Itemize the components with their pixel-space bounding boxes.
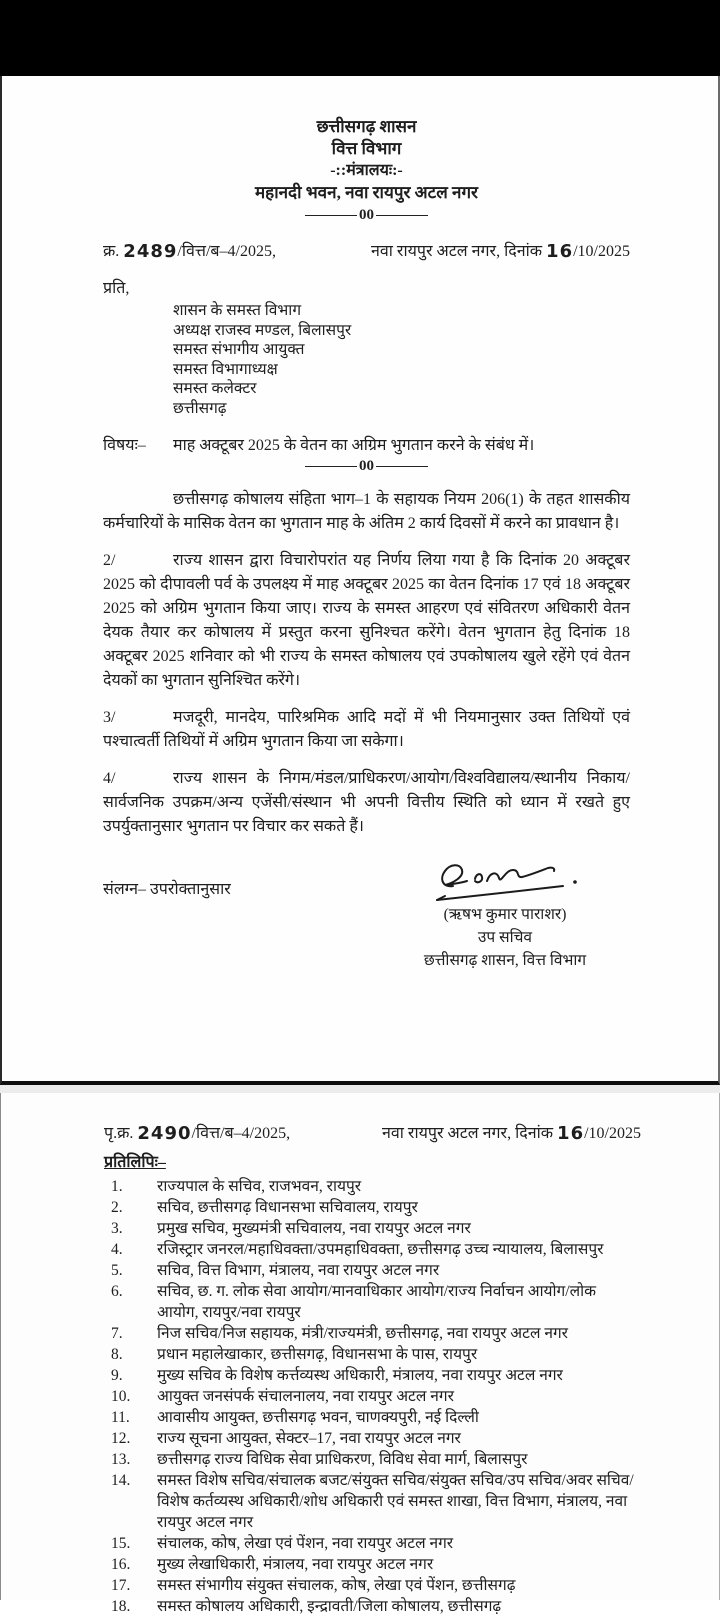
- subject-text: माह अक्टूबर 2025 के वेतन का अग्रिम भुगतान करने के संबंध में।: [173, 437, 535, 454]
- recipient-list: [173, 301, 630, 418]
- copy-item-number: 10.: [111, 1388, 131, 1405]
- copy-item-text: आयुक्त जनसंपर्क संचालनालय, नवा रायपुर अटल नगर: [157, 1388, 454, 1405]
- copy-item-text: समस्त कोषालय अधिकारी, इन्द्रावती/जिला कोषालय, छत्तीसगढ़: [157, 1598, 502, 1615]
- endorsement-reference-line: [104, 1121, 641, 1144]
- copy-item-number: 1.: [111, 1178, 123, 1195]
- copy-item-text: आवासीय आयुक्त, छत्तीसगढ़ भवन, चाणक्यपुरी, नई दिल्ली: [157, 1409, 479, 1426]
- copy-item-text: रजिस्ट्रार जनरल/महाधिवक्ता/उपमहाधिवक्ता, छत्तीसगढ़ उच्च न्यायालय, बिलासपुर: [157, 1241, 604, 1258]
- recipient-item: शासन के समस्त विभाग: [173, 302, 302, 319]
- copy-item-text: राज्यपाल के सचिव, राजभवन, रायपुर: [157, 1178, 362, 1195]
- to-label: प्रति,: [103, 280, 130, 297]
- copy-recipient-item: [111, 1281, 641, 1323]
- divider-rule: [305, 215, 357, 216]
- copy-recipient-item: [111, 1386, 641, 1407]
- letterhead: [103, 116, 630, 204]
- copy-recipient-item: [111, 1344, 641, 1365]
- copy-recipient-item: [111, 1554, 641, 1575]
- copy-recipient-item: [111, 1407, 641, 1428]
- body-paragraph: [103, 706, 630, 754]
- divider-rule: [376, 466, 428, 467]
- divider-rule: [376, 215, 428, 216]
- copy-item-number: 8.: [111, 1346, 123, 1363]
- letterhead-government: छत्तीसगढ़ शासन: [316, 117, 417, 136]
- copy-item-number: 14.: [111, 1472, 131, 1489]
- endorsement-date-day-handwritten: 16: [557, 1123, 585, 1144]
- scanned-page-2: [0, 1093, 720, 1615]
- signatory-office: छत्तीसगढ़ शासन, वित्त विभाग: [423, 952, 587, 969]
- divider-rule: [305, 466, 357, 467]
- reference-line: [103, 239, 630, 262]
- subject-label: विषयः–: [103, 437, 146, 454]
- copy-recipient-item: [111, 1218, 641, 1239]
- paragraph-number: 2/: [103, 552, 116, 569]
- place-and-date: नवा रायपुर अटल नगर, दिनांक 16/10/2025: [371, 241, 630, 262]
- copy-recipient-item: [111, 1470, 641, 1533]
- copy-item-text: छत्तीसगढ़ राज्य विधिक सेवा प्राधिकरण, विविध सेवा मार्ग, बिलासपुर: [157, 1451, 528, 1468]
- subject-divider: [103, 458, 630, 475]
- letterhead-ministry: -::मंत्रालयः:-: [330, 162, 403, 179]
- copy-item-number: 16.: [111, 1556, 131, 1573]
- copy-item-text: प्रमुख सचिव, मुख्यमंत्री सचिवालय, नवा रायपुर अटल नगर: [157, 1220, 471, 1237]
- copy-item-text: सचिव, छ. ग. लोक सेवा आयोग/मानवाधिकार आयोग/राज्य निर्वाचन आयोग/लोक आयोग, रायपुर/नवा रायपुर: [157, 1283, 597, 1321]
- copy-item-number: 4.: [111, 1241, 123, 1258]
- divider-text: 00: [359, 207, 374, 223]
- closing-row: [103, 855, 630, 972]
- enclosure-note: संलग्न– उपरोक्तानुसार: [103, 881, 231, 898]
- copy-recipient-item: [111, 1323, 641, 1344]
- copy-item-text: समस्त विशेष सचिव/संचालक बजट/संयुक्त सचिव/संयुक्त सचिव/उप सचिव/अवर सचिव/विशेष कर्तव्यस्थ अधिकारी/शोध अधिकारी एवं समस्त शाखा, वित्त विभाग, मंत्रालय, नवा रायपुर अटल नगर: [157, 1472, 634, 1531]
- copy-recipient-item: [111, 1197, 641, 1218]
- endorsement-number: पृ.क्र. 2490/वित्त/ब–4/2025,: [104, 1123, 291, 1144]
- paragraph-text: राज्य शासन के निगम/मंडल/प्राधिकरण/आयोग/विश्वविद्यालय/स्थानीय निकाय/सार्वजनिक उपक्रम/अन्य एजेंसी/संस्थान भी अपनी वित्तीय स्थिति को ध्यान में रखते हुए उपर्युक्तानुसार भुगतान पर विचार कर सकते हैं।: [103, 770, 630, 835]
- divider-text: 00: [359, 458, 374, 474]
- copy-to-label: प्रतिलिपिः–: [104, 1154, 166, 1171]
- recipient-item: समस्त विभागाध्यक्ष: [173, 360, 278, 378]
- copy-item-number: 3.: [111, 1220, 123, 1237]
- copy-item-text: राज्य सूचना आयुक्त, सेक्टर–17, नवा रायपुर अटल नगर: [157, 1430, 461, 1447]
- endorsement-number-handwritten: 2490: [137, 1123, 192, 1144]
- body-paragraph: [103, 767, 630, 839]
- copy-item-text: समस्त संभागीय संयुक्त संचालक, कोष, लेखा एवं पेंशन, छत्तीसगढ़: [157, 1577, 516, 1594]
- copy-item-number: 9.: [111, 1367, 123, 1384]
- paragraph-number: 4/: [103, 770, 116, 787]
- letterhead-department: वित्त विभाग: [331, 139, 402, 158]
- letter-number-handwritten: 2489: [123, 241, 178, 262]
- copy-item-number: 12.: [111, 1430, 131, 1447]
- scanned-page-1: [0, 76, 720, 1085]
- endorsement-place-and-date: नवा रायपुर अटल नगर, दिनांक 16/10/2025: [382, 1123, 641, 1144]
- copy-recipient-item: [111, 1260, 641, 1281]
- copy-item-number: 13.: [111, 1451, 131, 1468]
- recipient-item: समस्त संभागीय आयुक्त: [173, 341, 305, 358]
- copy-recipient-item: [111, 1533, 641, 1554]
- body-paragraph: [103, 549, 630, 693]
- copy-item-number: 11.: [111, 1409, 130, 1426]
- copy-recipient-list: [111, 1176, 641, 1617]
- copy-recipient-item: [111, 1575, 641, 1596]
- copy-item-text: सचिव, वित्त विभाग, मंत्रालय, नवा रायपुर अटल नगर: [157, 1262, 440, 1279]
- copy-item-text: प्रधान महालेखाकार, छत्तीसगढ़, विधानसभा के पास, रायपुर: [157, 1346, 478, 1363]
- letterhead-address: महानदी भवन, नवा रायपुर अटल नगर: [255, 183, 478, 202]
- letter-body: [103, 488, 630, 839]
- copy-item-number: 15.: [111, 1535, 131, 1552]
- top-black-bar: [0, 0, 720, 76]
- signature-block: [380, 855, 630, 972]
- handwritten-signature: [425, 855, 585, 907]
- signatory-designation: उप सचिव: [477, 929, 533, 946]
- copy-recipient-item: [111, 1449, 641, 1470]
- paragraph-number: 3/: [103, 709, 116, 726]
- recipient-item: अध्यक्ष राजस्व मण्डल, बिलासपुर: [173, 321, 352, 339]
- header-divider: [103, 207, 630, 224]
- letter-number: क्र. 2489/वित्त/ब–4/2025,: [103, 241, 276, 262]
- signatory-name: (ऋषभ कुमार पाराशर): [443, 906, 567, 923]
- paragraph-text: राज्य शासन द्वारा विचारोपरांत यह निर्णय लिया गया है कि दिनांक 20 अक्टूबर 2025 को दीपावली पर्व के उपलक्ष्य में माह अक्टूबर 2025 का वेतन दिनांक 17 एवं 18 अक्टूबर 2025 को अग्रिम भुगतान किया जाए। राज्य के समस्त आहरण एवं संवितरण अधिकारी वेतन देयक तैयार कर कोषालय में प्रस्तुत करना सुनिश्चत करेंगे। वेतन भुगतान हेतु दिनांक 18 अक्टूबर 2025 शनिवार को भी राज्य के समस्त कोषालय एवं उपकोषालय खुले रहेंगे एवं वेतन देयकों का भुगतान सुनिश्चित करेंगे।: [103, 552, 630, 689]
- page-gap: [0, 1085, 720, 1093]
- copy-item-number: 5.: [111, 1262, 123, 1279]
- copy-recipient-item: [111, 1239, 641, 1260]
- recipient-item: छत्तीसगढ़: [173, 399, 227, 417]
- subject-line: [103, 433, 630, 455]
- body-paragraph: [103, 488, 630, 536]
- date-day-handwritten: 16: [546, 241, 574, 262]
- copy-item-text: संचालक, कोष, लेखा एवं पेंशन, नवा रायपुर अटल नगर: [157, 1535, 454, 1552]
- copy-item-number: 17.: [111, 1577, 131, 1594]
- copy-recipient-item: [111, 1176, 641, 1197]
- copy-item-text: मुख्य सचिव के विशेष कर्त्तव्यस्थ अधिकारी, मंत्रालय, नवा रायपुर अटल नगर: [157, 1367, 563, 1384]
- copy-item-text: सचिव, छत्तीसगढ़ विधानसभा सचिवालय, रायपुर: [157, 1199, 418, 1216]
- copy-item-text: मुख्य लेखाधिकारी, मंत्रालय, नवा रायपुर अटल नगर: [157, 1556, 434, 1573]
- paragraph-text: छत्तीसगढ़ कोषालय संहिता भाग–1 के सहायक नियम 206(1) के तहत शासकीय कर्मचारियों के मासिक वेतन का भुगतान माह के अंतिम 2 कार्य दिवसों में करने का प्रावधान है।: [103, 491, 630, 532]
- copy-item-text: निज सचिव/निज सहायक, मंत्री/राज्यमंत्री, छत्तीसगढ़, नवा रायपुर अटल नगर: [157, 1325, 569, 1342]
- recipient-item: समस्त कलेक्टर: [173, 380, 257, 397]
- copy-recipient-item: [111, 1365, 641, 1386]
- copy-item-number: 2.: [111, 1199, 123, 1216]
- copy-recipient-item: [111, 1428, 641, 1449]
- copy-item-number: 7.: [111, 1325, 123, 1342]
- copy-recipient-item: [111, 1596, 641, 1617]
- paragraph-text: मजदूरी, मानदेय, पारिश्रमिक आदि मदों में भी नियमानुसार उक्त तिथियों एवं पश्चात्वर्ती तिथियों में अग्रिम भुगतान किया जा सकेगा।: [103, 709, 630, 750]
- copy-item-number: 6.: [111, 1283, 123, 1300]
- copy-item-number: 18.: [111, 1598, 131, 1615]
